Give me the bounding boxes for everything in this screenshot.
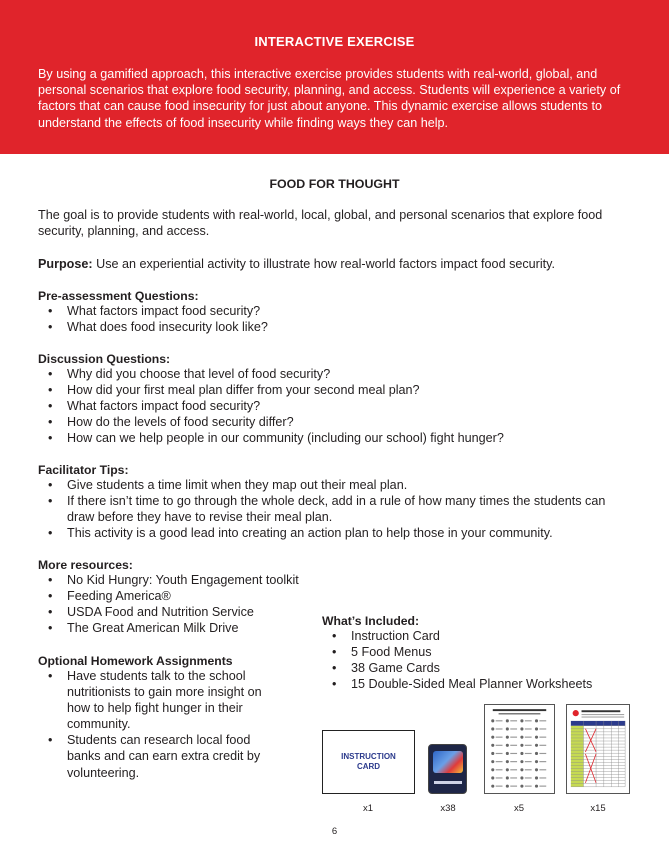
list-item: • 15 Double-Sided Meal Planner Worksheets [322, 676, 642, 692]
list-item: • Students can research local food banks and can earn extra credit by volunteering. [38, 732, 278, 780]
included-list [322, 628, 642, 692]
list-item: • How did your first meal plan differ from your second meal plan? [38, 382, 628, 398]
banner-title: INTERACTIVE EXERCISE [254, 34, 415, 49]
meal-planner-count: x15 [590, 803, 606, 814]
list-item: • Give students a time limit when they map out their meal plan. [38, 477, 634, 493]
resources-heading: More resources: [38, 558, 133, 572]
discussion-list [38, 366, 628, 446]
homework-list [38, 668, 278, 781]
game-card-deck-icon [428, 744, 467, 794]
banner-description: By using a gamified approach, this interactive exercise provides students with real-world, global, and personal scenarios that explore food security, planning, and access. Students will experience a variety of factors that can cause food insecurity for just about anyone. This dynamic exercise allows students to understand the effects of food insecurity while finding ways they can help. [38, 67, 621, 130]
list-item: • Have students talk to the school nutritionists to gain more insight on how to help fight hunger in their community. [38, 668, 278, 732]
instruction-card-label: INSTRUCTION CARD [341, 752, 396, 771]
resource-feeding-america: • Feeding America® [38, 588, 338, 604]
facilitator-heading: Facilitator Tips: [38, 463, 129, 477]
list-item: • What factors impact food security? [38, 398, 628, 414]
list-item: • 38 Game Cards [322, 660, 642, 676]
list-item: • If there isn’t time to go through the whole deck, add in a rule of how many times the students can draw before they have to revise their meal plan. [38, 493, 634, 525]
list-item: • This activity is a good lead into creating an action plan to help those in your community. [38, 525, 634, 541]
resource-usda: • USDA Food and Nutrition Service [38, 604, 338, 620]
facilitator-list [38, 477, 634, 541]
food-menu-count: x5 [513, 803, 525, 814]
list-item: • How can we help people in our community (including our school) fight hunger? [38, 430, 628, 446]
game-card-count: x38 [440, 803, 456, 814]
list-item: • 5 Food Menus [322, 644, 642, 660]
meal-planner-worksheet-icon [566, 704, 630, 794]
list-item: • Why did you choose that level of food security? [38, 366, 628, 382]
list-item: • What factors impact food security? [38, 303, 628, 319]
food-for-thought-title: FOOD FOR THOUGHT [269, 177, 400, 191]
purpose-paragraph [38, 256, 628, 272]
preassessment-list [38, 303, 628, 335]
food-menu-sheet-icon [484, 704, 555, 794]
purpose-label: Purpose: [38, 257, 93, 271]
list-item: • What does food insecurity look like? [38, 319, 628, 335]
goal-paragraph: The goal is to provide students with real-world, local, global, and personal scenarios that explore food security, planning, and access. [38, 208, 603, 239]
discussion-heading: Discussion Questions: [38, 352, 171, 366]
included-heading: What’s Included: [322, 614, 420, 628]
homework-heading: Optional Homework Assignments [38, 654, 233, 668]
resources-list [38, 572, 338, 636]
instruction-card-icon [322, 730, 415, 794]
interactive-exercise-banner [0, 0, 669, 154]
instruction-card-count: x1 [362, 803, 374, 814]
resource-no-kid-hungry: • No Kid Hungry: Youth Engagement toolkit [38, 572, 338, 588]
preassessment-heading: Pre-assessment Questions: [38, 289, 199, 303]
list-item: • Instruction Card [322, 628, 642, 644]
purpose-text: Use an experiential activity to illustrate how real-world factors impact food security. [92, 257, 556, 271]
list-item: • How do the levels of food security differ? [38, 414, 628, 430]
resource-milk-drive: • The Great American Milk Drive [38, 620, 338, 636]
page-number: 6 [331, 826, 338, 837]
